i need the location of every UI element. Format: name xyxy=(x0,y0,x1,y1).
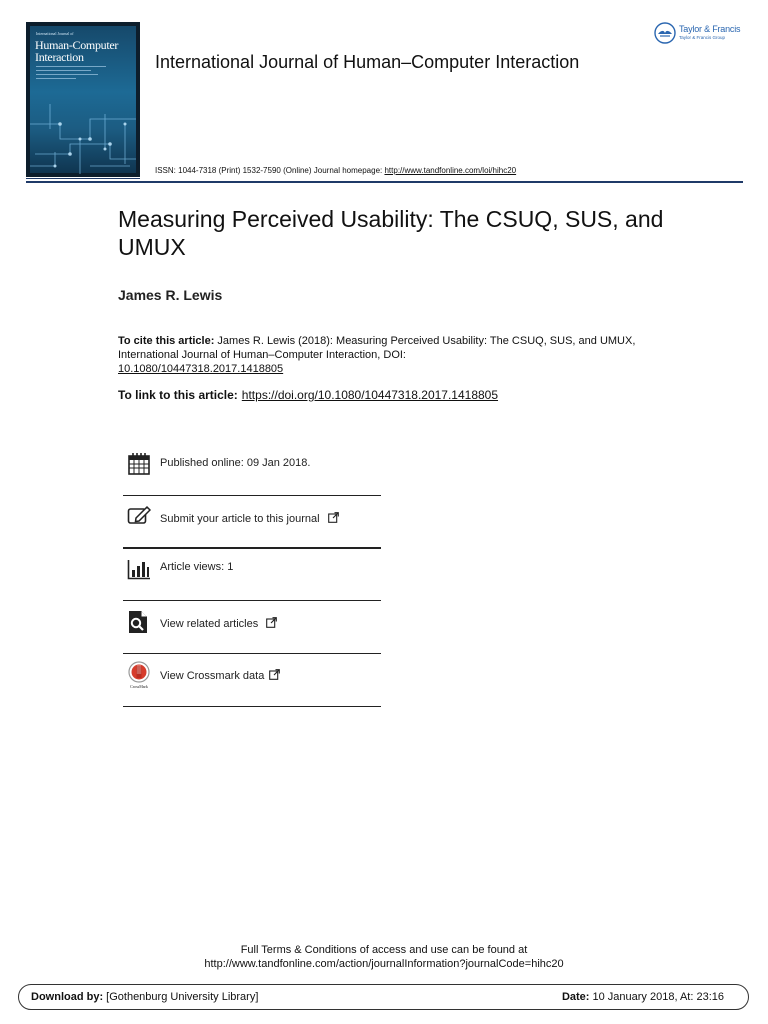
cover-decoration-lines xyxy=(36,66,116,82)
divider xyxy=(123,495,381,496)
publisher-group: Taylor & Francis Group xyxy=(679,35,726,40)
divider xyxy=(123,600,381,601)
link-label: To link to this article: xyxy=(118,388,238,402)
calendar-icon xyxy=(127,452,151,476)
divider xyxy=(123,547,381,549)
article-title: Measuring Perceived Usability: The CSUQ, SUS, and UMUX xyxy=(118,206,664,260)
edit-icon xyxy=(127,505,151,529)
journal-name: International Journal of Human–Computer Interaction xyxy=(155,52,580,72)
published-online-label: Published online: 09 Jan 2018. xyxy=(160,457,311,469)
terms-url[interactable]: http://www.tandfonline.com/action/journalInformation?journalCode=hihc20 xyxy=(204,958,564,970)
related-articles-item[interactable] xyxy=(123,610,381,662)
header-rule xyxy=(26,181,743,183)
cite-label: To cite this article: xyxy=(118,335,215,347)
cover-underline xyxy=(26,178,140,179)
download-by: Download by: [Gothenburg University Library] xyxy=(31,991,259,1003)
cover-title: Human-Computer Interaction xyxy=(35,38,119,64)
article-views-label: Article views: 1 xyxy=(160,561,234,573)
download-info-bar xyxy=(18,984,749,1010)
bar-chart-icon xyxy=(127,557,151,581)
article-doi-link[interactable]: https://doi.org/10.1080/10447318.2017.1418805 xyxy=(241,388,499,402)
related-articles-link[interactable]: View related articles xyxy=(160,617,277,630)
cover-small-text: International Journal of xyxy=(36,31,74,36)
published-online-item xyxy=(123,452,381,504)
cover-circuit-graphic xyxy=(30,104,136,174)
citation-block xyxy=(118,334,638,376)
external-link-icon xyxy=(266,617,277,628)
terms-notice: Full Terms & Conditions of access and use can be found at http://www.tandfonline.com/action/journalInformation?journalCode=hihc20 xyxy=(0,943,768,971)
journal-cover-image xyxy=(26,22,140,177)
external-link-icon xyxy=(328,512,339,523)
submit-article-link[interactable]: Submit your article to this journal xyxy=(160,512,339,525)
cite-text: James R. Lewis (2018): Measuring Perceived Usability: The CSUQ, SUS, and UMUX, International Journal of Human–Computer Interaction, DOI: xyxy=(118,335,636,361)
divider xyxy=(123,706,381,707)
publisher-logo[interactable] xyxy=(654,21,754,47)
download-date: Date: 10 January 2018, At: 23:16 xyxy=(561,991,724,1003)
svg-text:CrossMark: CrossMark xyxy=(130,684,148,689)
article-author: James R. Lewis xyxy=(118,287,223,303)
crossmark-icon xyxy=(127,661,151,689)
issn-line: ISSN: 1044-7318 (Print) 1532-7590 (Online) Journal homepage: http://www.tandfonline.com/loi/hihc20 xyxy=(155,166,517,175)
external-link-icon xyxy=(269,669,280,680)
cite-doi-link[interactable]: 10.1080/10447318.2017.1418805 xyxy=(118,363,284,375)
divider xyxy=(123,653,381,654)
crossmark-link[interactable]: View Crossmark data xyxy=(160,669,280,682)
article-views-item xyxy=(123,557,381,609)
search-document-icon xyxy=(127,610,151,634)
publisher-name: Taylor & Francis xyxy=(679,24,741,34)
journal-homepage-link[interactable]: http://www.tandfonline.com/loi/hihc20 xyxy=(384,166,517,175)
article-link-line xyxy=(118,388,498,402)
taylor-francis-logo-icon xyxy=(654,22,676,44)
submit-article-item[interactable] xyxy=(123,505,381,557)
